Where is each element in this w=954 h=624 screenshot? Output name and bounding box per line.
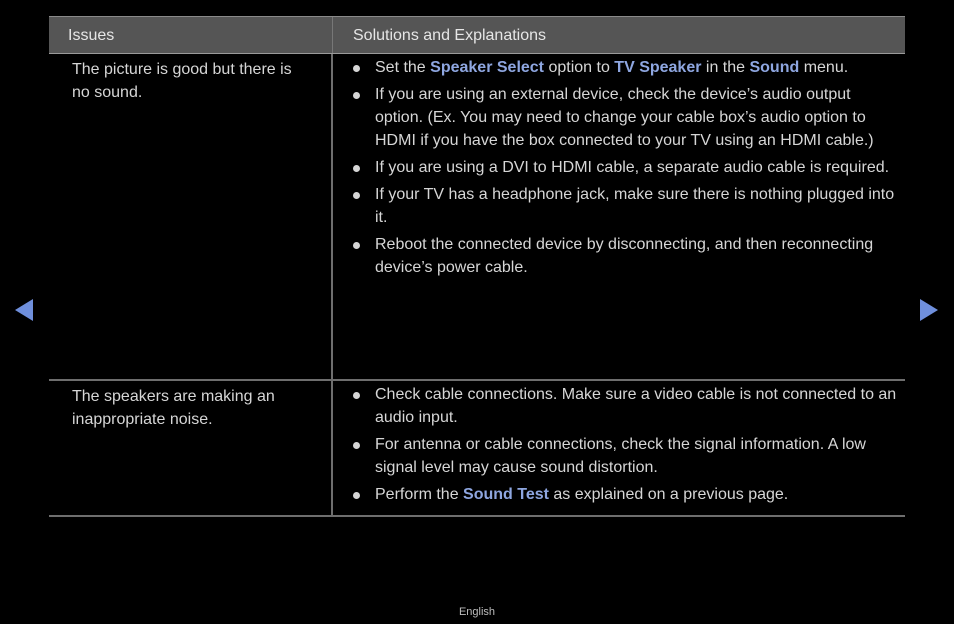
bullet-icon — [353, 442, 360, 449]
bullet-icon — [353, 65, 360, 72]
table-row — [49, 54, 905, 381]
bullet-icon — [353, 165, 360, 172]
bullet-icon — [353, 192, 360, 199]
speaker-select-highlight: Speaker Select — [430, 59, 545, 76]
list-item: Perform the Sound Test as explained on a previous page. — [353, 483, 897, 506]
table-header — [49, 16, 905, 54]
bullet-icon — [353, 242, 360, 249]
bullet-icon — [353, 492, 360, 499]
next-page-arrow-icon[interactable] — [920, 299, 938, 321]
bullet-icon — [353, 392, 360, 399]
troubleshooting-table — [49, 16, 905, 517]
footer-language: English — [458, 606, 496, 618]
list-item: If you are using an external device, check the device’s audio output option. (Ex. You may need to change your cable box’s audio option to HDMI if you have the box connected to your TV using an HDMI cable.) — [353, 83, 897, 152]
list-item: If your TV has a headphone jack, make sure there is nothing plugged into it. — [353, 183, 897, 229]
bullet-icon — [353, 92, 360, 99]
table-row — [49, 381, 905, 517]
list-item: For antenna or cable connections, check the signal information. A low signal level may cause sound distortion. — [353, 433, 897, 479]
solutions-cell — [333, 381, 905, 515]
issue-cell: The speakers are making an inappropriate noise. — [49, 381, 333, 515]
issue-cell: The picture is good but there is no sound. — [49, 54, 333, 379]
list-item: If you are using a DVI to HDMI cable, a separate audio cable is required. — [353, 156, 897, 179]
header-solutions: Solutions and Explanations — [353, 27, 547, 44]
list-item: Set the Speaker Select option to TV Speaker in the Sound menu. — [353, 56, 897, 79]
tv-speaker-highlight: TV Speaker — [614, 59, 702, 76]
previous-page-arrow-icon[interactable] — [15, 299, 33, 321]
list-item: Check cable connections. Make sure a video cable is not connected to an audio input. — [353, 383, 897, 429]
sound-menu-highlight: Sound — [749, 59, 800, 76]
solutions-cell — [333, 54, 905, 379]
header-issues: Issues — [49, 17, 333, 53]
sound-test-highlight: Sound Test — [463, 486, 549, 503]
list-item: Reboot the connected device by disconnecting, and then reconnecting device’s power cable. — [353, 233, 897, 279]
